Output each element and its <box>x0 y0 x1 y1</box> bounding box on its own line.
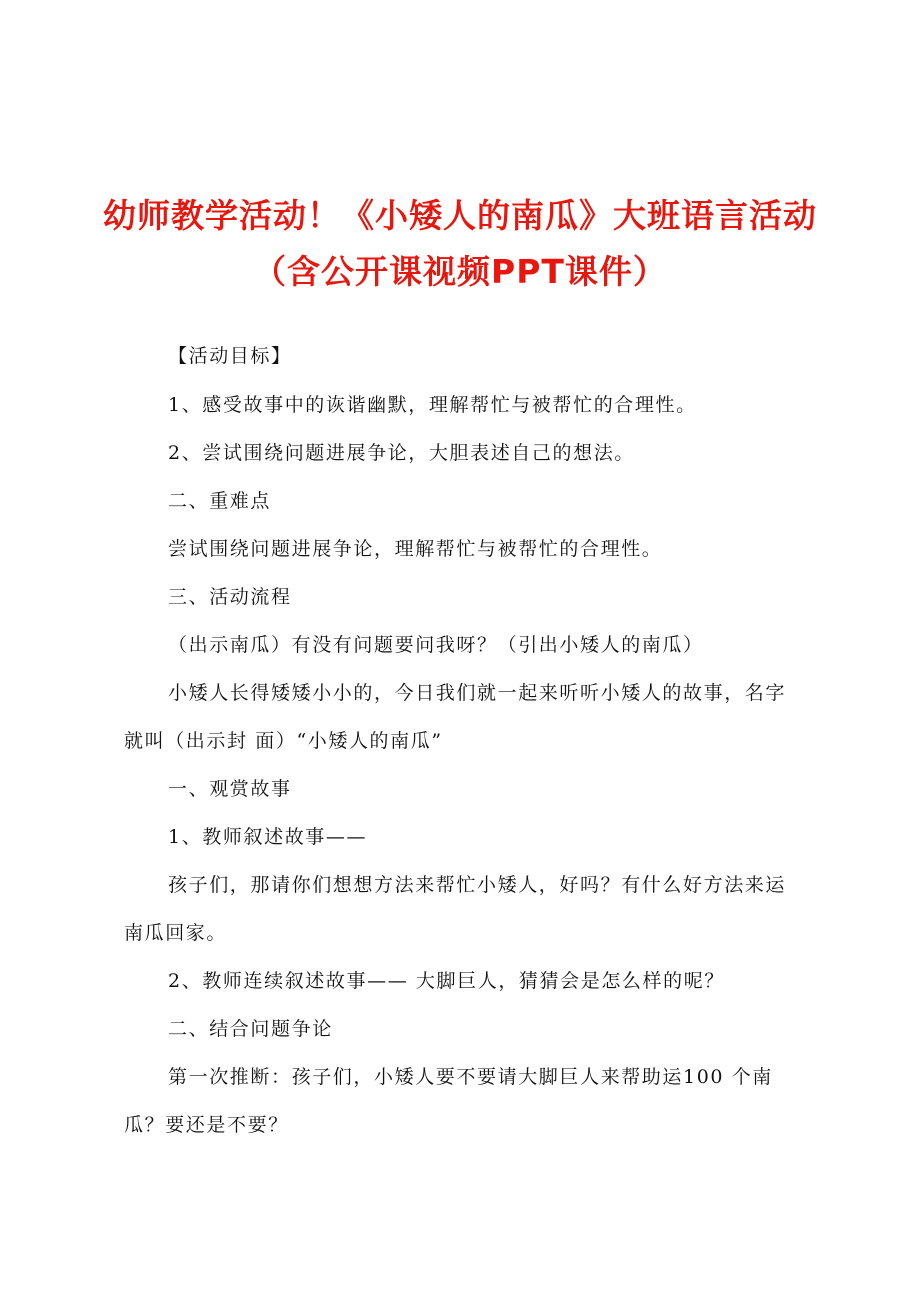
step-teacher-continues: 2、教师连续叙述故事—— 大脚巨人，猜猜会是怎么样的呢？ <box>168 970 725 992</box>
step-teacher-tells-story: 1、教师叙述故事—— <box>168 826 368 848</box>
objective-item-2: 2、尝试围绕问题进展争论，大胆表述自己的想法。 <box>168 442 635 464</box>
section-heading-key-points: 二、重难点 <box>168 490 272 512</box>
process-paragraph: （出示南瓜）有没有问题要问我呀？（引出小矮人的南瓜） <box>168 634 704 656</box>
story-intro-line-1: 小矮人长得矮矮小小的，今日我们就一起来听听小矮人的故事，名字 <box>168 682 787 704</box>
key-points-text: 尝试围绕问题进展争论，理解帮忙与被帮忙的合理性。 <box>168 538 663 560</box>
section-heading-discussion: 二、结合问题争论 <box>168 1018 333 1040</box>
document-title-line-1: 幼师教学活动！《小矮人的南瓜》大班语言活动 <box>103 196 817 235</box>
inference-paragraph-line-2: 瓜？要还是不要？ <box>124 1114 289 1136</box>
objective-item-1: 1、感受故事中的诙谐幽默，理解帮忙与被帮忙的合理性。 <box>168 394 697 416</box>
document-title-line-2: （含公开课视频PPT课件） <box>253 252 667 291</box>
story-intro-line-2: 就叫（出示封 面）“小矮人的南瓜” <box>124 730 443 752</box>
section-heading-process: 三、活动流程 <box>168 586 292 608</box>
inference-paragraph-line-1: 第一次推断：孩子们，小矮人要不要请大脚巨人来帮助运100 个南 <box>168 1066 773 1088</box>
section-heading-watch-story: 一、观赏故事 <box>168 778 292 800</box>
section-heading-objectives: 【活动目标】 <box>168 345 292 367</box>
question-paragraph-line-2: 南瓜回家。 <box>124 922 228 944</box>
question-paragraph-line-1: 孩子们，那请你们想想方法来帮忙小矮人，好吗？有什么好方法来运 <box>168 874 787 896</box>
